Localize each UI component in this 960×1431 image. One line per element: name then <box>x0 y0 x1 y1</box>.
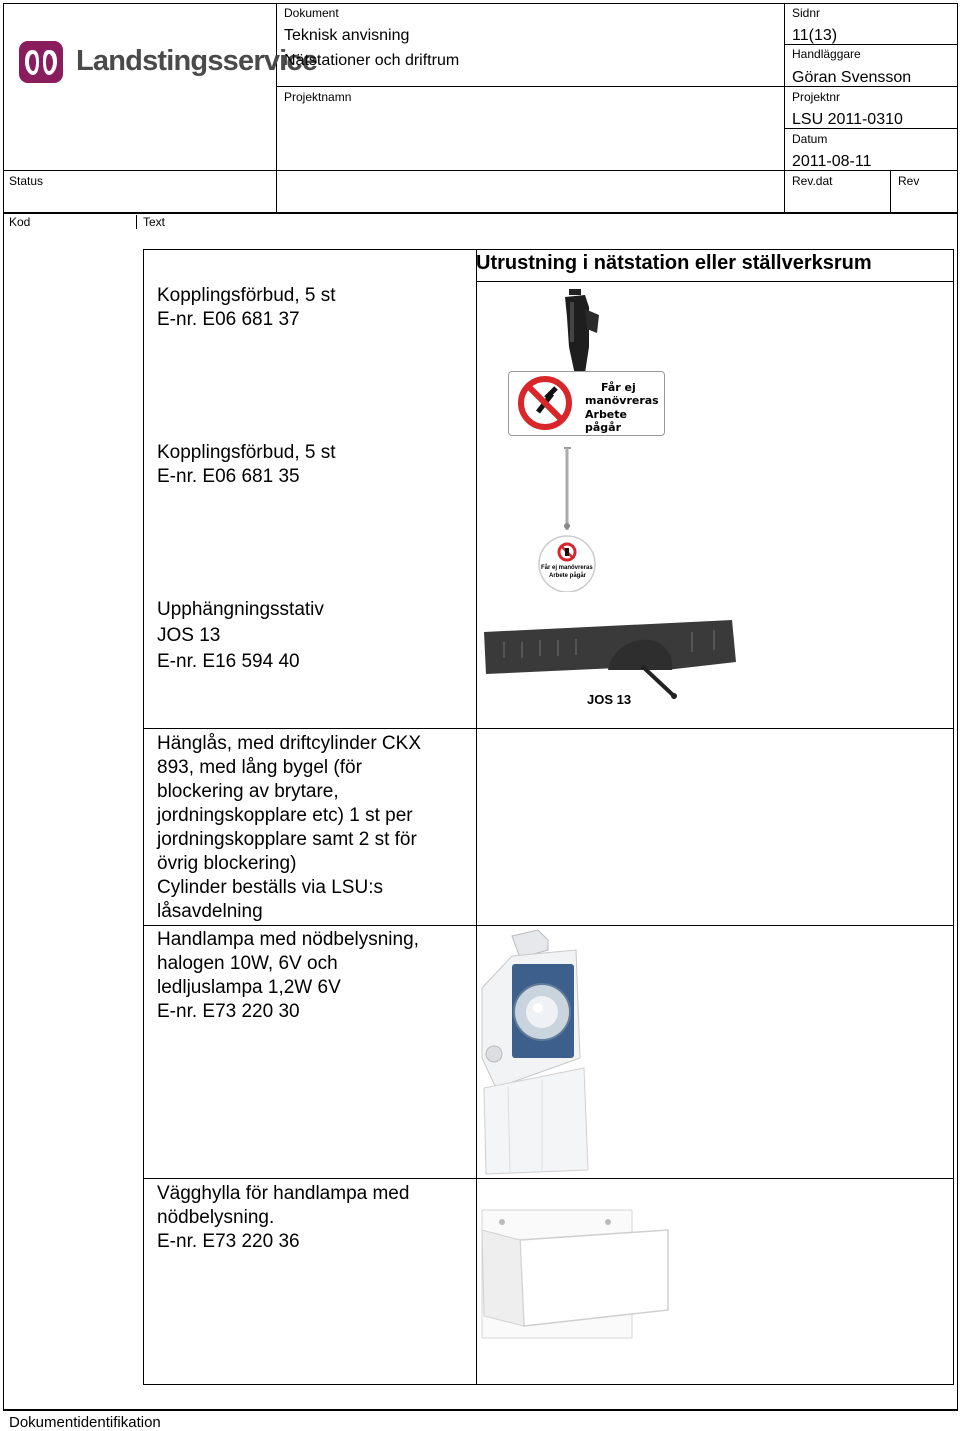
round-tag-line-2: Arbete pågår <box>549 573 587 579</box>
tag-line-3: Arbete pågår <box>585 408 627 434</box>
projektnr-label: Projektnr <box>792 90 841 104</box>
logo-mark-icon <box>16 37 66 87</box>
item-enr: E-nr. E73 220 30 <box>157 1001 300 1022</box>
rev-label: Rev <box>898 174 920 188</box>
item-line: jordningskopplare etc) 1 st per <box>157 805 413 826</box>
doc-id-label: Dokumentidentifikation <box>9 1414 161 1431</box>
kod-label: Kod <box>9 215 31 229</box>
item-name: Upphängningsstativ <box>157 599 324 620</box>
list-item <box>157 441 336 489</box>
wall-shelf-image <box>480 1200 672 1342</box>
item-name: Kopplingsförbud, 5 st <box>157 285 336 306</box>
item-line: halogen 10W, 6V och <box>157 953 338 974</box>
status-label: Status <box>9 174 44 188</box>
warning-tag-1 <box>508 371 665 436</box>
logo-text: Landstingsservice <box>76 45 318 77</box>
item-enr: E-nr. E73 220 36 <box>157 1231 300 1252</box>
hand-lamp-image <box>476 928 606 1176</box>
list-item <box>157 928 419 1024</box>
list-item <box>157 732 421 924</box>
item-line: jordningskopplare samt 2 st för <box>157 829 417 850</box>
item-line: Hänglås, med driftcylinder CKX <box>157 733 421 754</box>
no-operate-sign-icon <box>516 374 574 432</box>
item-line: låsavdelning <box>157 901 263 922</box>
item-line: blockering av brytare, <box>157 781 339 802</box>
item-line: Handlampa med nödbelysning, <box>157 929 419 950</box>
item-line: Vägghylla för handlampa med <box>157 1183 410 1204</box>
company-logo <box>16 37 318 87</box>
item-enr: E-nr. E06 681 37 <box>157 309 300 330</box>
projektnamn-label: Projektnamn <box>284 90 352 104</box>
list-item <box>157 1182 409 1254</box>
text-label: Text <box>143 215 166 229</box>
item-line: nödbelysning. <box>157 1207 275 1228</box>
sidnr-label: Sidnr <box>792 6 821 20</box>
handlaggare-label: Handläggare <box>792 47 861 61</box>
datum-label: Datum <box>792 132 828 146</box>
hanging-rack-image <box>482 618 740 700</box>
table-heading: Utrustning i nätstation eller ställverksrum <box>476 252 872 274</box>
rack-label: JOS 13 <box>587 692 632 707</box>
tag-line-1: Får ej <box>601 381 636 394</box>
item-line: Cylinder beställs via LSU:s <box>157 877 383 898</box>
doc-title-1: Teknisk anvisning <box>284 27 410 44</box>
revdat-label: Rev.dat <box>792 174 833 188</box>
item-enr: E-nr. E06 681 35 <box>157 466 300 487</box>
handlaggare-value: Göran Svensson <box>792 69 912 86</box>
doc-title-2: Nätstationer och driftrum <box>284 52 460 69</box>
item-enr: E-nr. E16 594 40 <box>157 651 300 672</box>
sidnr-value: 11(13) <box>792 27 838 44</box>
item-name: Kopplingsförbud, 5 st <box>157 442 336 463</box>
dokument-label: Dokument <box>284 6 339 20</box>
lockout-holder-image <box>555 287 605 377</box>
list-item <box>157 597 324 675</box>
round-tag-line-1: Får ej manövreras <box>541 565 593 571</box>
tag-line-2: manövreras <box>585 394 659 407</box>
projektnr-value: LSU 2011-0310 <box>792 111 903 128</box>
datum-value: 2011-08-11 <box>792 153 872 170</box>
item-line: övrig blockering) <box>157 853 297 874</box>
item-line: 893, med lång bygel (för <box>157 757 362 778</box>
item-line: ledljuslampa 1,2W 6V <box>157 977 341 998</box>
list-item <box>157 284 336 332</box>
item-model: JOS 13 <box>157 625 221 646</box>
